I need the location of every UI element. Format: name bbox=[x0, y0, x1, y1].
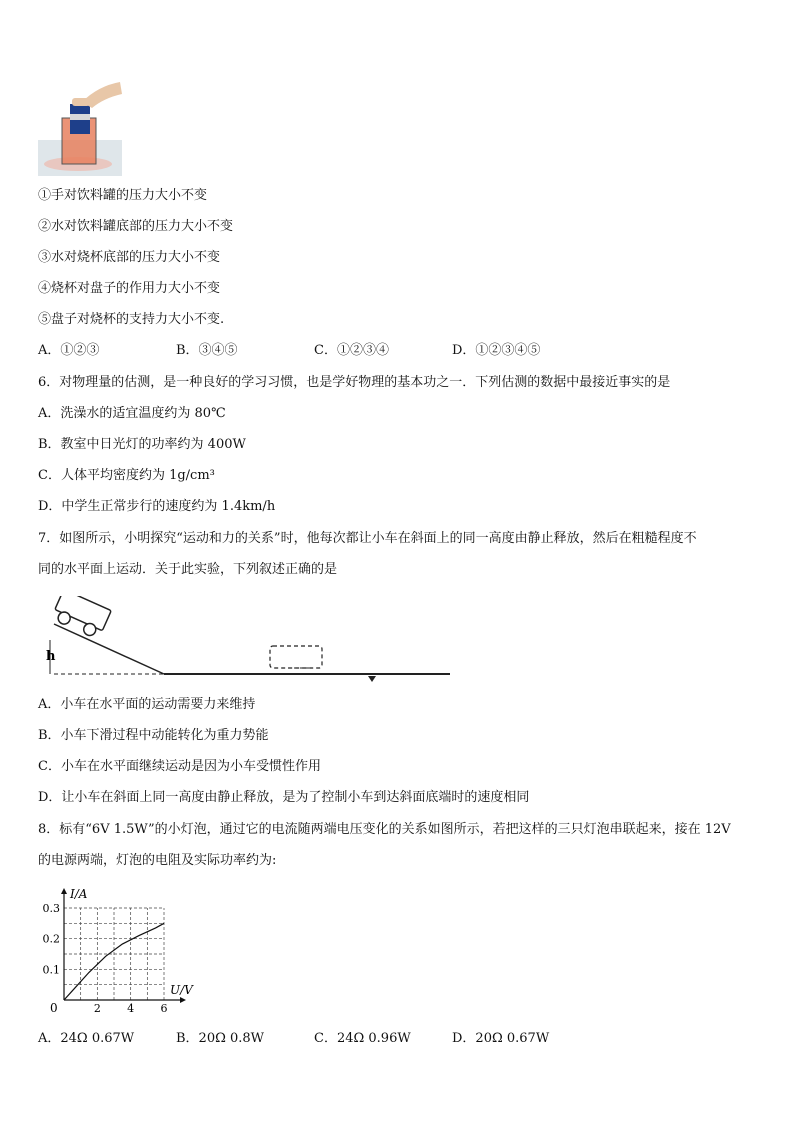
q8-options bbox=[38, 1030, 778, 1048]
q5-option-b[interactable]: B．③④⑤ bbox=[176, 343, 238, 358]
x-axis-label: U/V bbox=[170, 983, 193, 997]
statement-3: ③水对烧杯底部的压力大小不变 bbox=[38, 250, 221, 265]
chart-axes bbox=[61, 888, 186, 1003]
y-axis-arrow bbox=[61, 888, 67, 894]
chart-grid bbox=[64, 908, 164, 1000]
q6-option-d[interactable]: D．中学生正常步行的速度约为 1.4km/h bbox=[38, 499, 276, 514]
cart-dashed-outline bbox=[270, 646, 322, 668]
q5-option-c[interactable]: C．①②③④ bbox=[314, 343, 389, 358]
q5-options bbox=[38, 342, 778, 360]
q5-option-d[interactable]: D．①②③④⑤ bbox=[452, 343, 541, 358]
incline-cart-figure bbox=[40, 596, 454, 682]
q6-option-b[interactable]: B．教室中日光灯的功率约为 400W bbox=[38, 437, 246, 452]
x-tick-label: 2 bbox=[93, 1002, 101, 1012]
q7-option-a[interactable]: A．小车在水平面的运动需要力来维持 bbox=[38, 697, 256, 712]
cart-on-slope bbox=[51, 596, 112, 640]
q5-option-a[interactable]: A．①②③ bbox=[38, 343, 100, 358]
statement-2: ②水对饮料罐底部的压力大小不变 bbox=[38, 219, 234, 234]
statement-5: ⑤盘子对烧杯的支持力大小不变. bbox=[38, 312, 225, 327]
q7-stem-line1: 7．如图所示，小明探究“运动和力的关系”时，他每次都让小车在斜面上的同一高度由静止释放，然后在粗糙程度不 bbox=[38, 531, 697, 546]
origin-label: 0 bbox=[50, 1001, 58, 1012]
q8-stem-line2: 的电源两端，灯泡的电阻及实际功率约为: bbox=[38, 853, 277, 868]
x-tick-label: 4 bbox=[127, 1002, 135, 1012]
can-in-beaker-figure bbox=[38, 80, 122, 176]
q8-option-d[interactable]: D．20Ω 0.67W bbox=[452, 1031, 550, 1046]
q8-option-b[interactable]: B．20Ω 0.8W bbox=[176, 1031, 265, 1046]
y-tick-label: 0.3 bbox=[42, 902, 60, 915]
q8-option-c[interactable]: C．24Ω 0.96W bbox=[314, 1031, 411, 1046]
x-axis-arrow bbox=[180, 997, 186, 1003]
q8-stem-line1: 8．标有“6V 1.5W”的小灯泡，通过它的电流随两端电压变化的关系如图所示，若把这样的三只灯泡串联起来，接在 12V bbox=[38, 822, 731, 837]
q6-option-c[interactable]: C．人体平均密度约为 1g/cm³ bbox=[38, 468, 215, 483]
statement-4: ④烧杯对盘子的作用力大小不变 bbox=[38, 281, 221, 296]
height-label: h bbox=[46, 649, 56, 664]
q7-stem-line2: 同的水平面上运动．关于此实验，下列叙述正确的是 bbox=[38, 562, 338, 577]
x-tick-label: 6 bbox=[160, 1002, 168, 1012]
statement-1: ①手对饮料罐的压力大小不变 bbox=[38, 188, 208, 203]
q8-option-a[interactable]: A．24Ω 0.67W bbox=[38, 1031, 135, 1046]
y-axis-label: I/A bbox=[70, 887, 88, 901]
q6-option-a[interactable]: A．洗澡水的适宜温度约为 80℃ bbox=[38, 406, 226, 421]
q6-stem: 6．对物理量的估测，是一种良好的学习习惯，也是学好物理的基本功之一．下列估测的数据中最接近事实的是 bbox=[38, 375, 671, 390]
q7-option-b[interactable]: B．小车下滑过程中动能转化为重力势能 bbox=[38, 728, 269, 743]
y-tick-label: 0.1 bbox=[42, 963, 60, 977]
y-tick-label: 0.2 bbox=[42, 932, 60, 946]
iv-curve-chart bbox=[38, 882, 208, 1012]
q7-option-c[interactable]: C．小车在水平面继续运动是因为小车受惯性作用 bbox=[38, 759, 321, 774]
q7-option-d[interactable]: D．让小车在斜面上同一高度由静止释放，是为了控制小车到达斜面底端时的速度相同 bbox=[38, 790, 530, 805]
